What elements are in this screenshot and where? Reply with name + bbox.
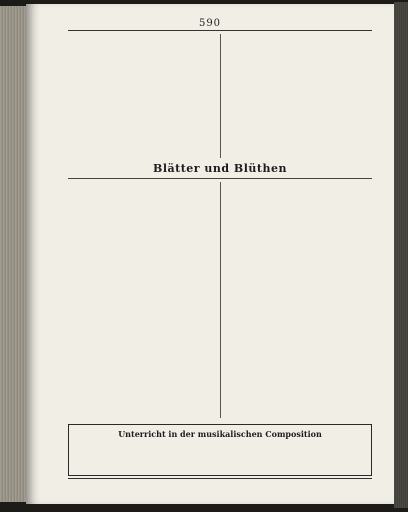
lower-left-column-text: [68, 182, 210, 418]
page-number: 590: [198, 18, 222, 29]
upper-right-column-text: [231, 34, 373, 158]
book-spine-edge: [0, 6, 26, 502]
lower-text-columns: [68, 182, 372, 418]
upper-text-columns: [68, 34, 372, 158]
lower-right-column-text: [231, 182, 373, 418]
section-heading: Blätter und Blüthen: [153, 162, 287, 175]
page-block-fore-edge: [394, 2, 408, 508]
advertisement-box: [68, 424, 372, 476]
book-page: [26, 4, 394, 504]
header-rule: [68, 30, 372, 31]
column-divider: [220, 34, 221, 158]
section-rule: [68, 178, 372, 179]
footer-rule: [68, 478, 372, 479]
column-divider: [220, 182, 221, 418]
advertisement-heading: Unterricht in der musikalischen Composition: [118, 429, 322, 439]
upper-left-column-text: [68, 34, 210, 158]
